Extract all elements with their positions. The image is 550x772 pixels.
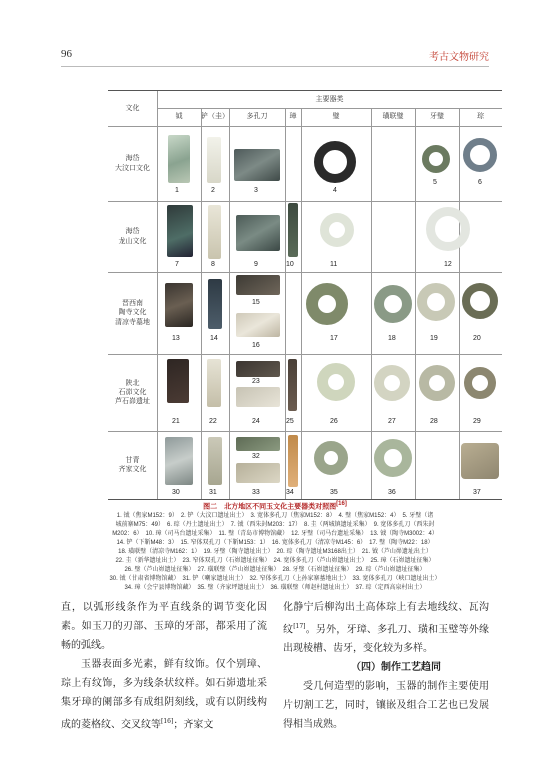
jade-bi-photo (317, 363, 355, 401)
figure-legend-line: M202：6） 10. 璋（司马台遗址采集） 11. 璧（青岛市博物馆藏） 12. 牙璧（司马台遗址采集） 13. 钺（陶寺M3002：4） (112, 531, 438, 537)
item-number: 20 (473, 335, 481, 342)
jade-cong-photo (464, 367, 496, 399)
grid-line (108, 272, 502, 273)
jade-yue-photo (165, 437, 193, 485)
item-number: 25 (286, 418, 294, 425)
paragraph: 受几何造型的影响，玉器的制作主要使用片切割工艺，同时，镶嵌及组合工艺也已发展得相当成熟。 (283, 681, 489, 731)
journal-title: 考古文物研究 (429, 52, 489, 63)
jade-cong-photo (463, 138, 497, 172)
figure-legend-line: 26. 璧（芦山峁遗址征集） 27. 璜联璧（芦山峁遗址征集） 28. 牙璧（石峁遗址征集） 29. 琮（芦山峁遗址征集） (124, 567, 426, 573)
page-header (61, 48, 489, 68)
type-zhang: 璋 (289, 112, 297, 121)
jade-yabi-photo (419, 365, 455, 401)
item-number: 28 (430, 418, 438, 425)
item-number: 33 (252, 489, 260, 496)
jade-duokongdao-photo (236, 215, 280, 251)
item-number: 5 (433, 179, 437, 186)
item-number: 21 (172, 418, 180, 425)
item-number: 26 (330, 418, 338, 425)
section-subheading: （四）制作工艺趋同 (351, 662, 441, 674)
item-number: 32 (252, 453, 260, 460)
paragraph: 玉器表面多光素，鲜有纹饰。仅个别璋、琮上有纹饰，多为线条状纹样。如石峁遗址采集牙璋的阑部多有成组阴刻线，或有以阴线构成的菱格纹、交叉纹等[16]；齐家文 (61, 659, 267, 731)
jade-yue-photo (168, 135, 190, 183)
figure-caption-title: 图二 北方地区不同玉文化主要器类对照图[16] (203, 501, 347, 511)
figure-legend-line: 34. 璋（会宁县博物馆藏） 35. 璧（齐家坪遗址出土） 36. 璜联璧（师赵村遗址出土） 37. 琮（定西高泉村出土） (124, 585, 426, 591)
jade-zhang-photo (288, 203, 298, 257)
header-main-types: 主要器类 (315, 94, 344, 103)
item-number: 34 (286, 489, 294, 496)
paragraph: 化静宁后柳沟出土高体琮上有去地线纹、瓦沟纹[17]。另外，牙璋、多孔刀、璜和玉璧等外缘出现棱槽、齿牙，变化较为多样。 (283, 602, 490, 655)
item-number: 23 (252, 378, 260, 385)
type-huanglianbi: 璜联璧 (382, 112, 404, 121)
jade-chan-photo (207, 137, 221, 183)
item-number: 14 (210, 335, 218, 342)
jade-daodao-photo (236, 437, 280, 451)
culture-shimao: 陕北 石峁文化 芦石峁遗址 (115, 378, 150, 406)
jade-duokongdao-photo (236, 463, 280, 483)
jade-bi-photo (320, 213, 354, 247)
jade-bi-photo (314, 441, 348, 475)
body-left-column (61, 598, 267, 734)
culture-qijia: 甘青 齐家文化 (118, 455, 147, 473)
item-number: 37 (473, 489, 481, 496)
item-number: 36 (388, 489, 396, 496)
body-right-column (283, 598, 489, 734)
type-duokongdao: 多孔刀 (246, 112, 268, 121)
figure-table (108, 90, 502, 500)
jade-duokongdao-photo (236, 387, 280, 407)
grid-line (157, 91, 158, 499)
type-bi: 璧 (332, 112, 340, 121)
item-number: 10 (286, 261, 294, 268)
item-number: 16 (252, 342, 260, 349)
type-chan: 铲（圭） (201, 112, 229, 121)
grid-line (285, 108, 286, 499)
grid-line (415, 108, 416, 499)
item-number: 17 (330, 335, 338, 342)
jade-duokongdao-photo (234, 149, 280, 181)
culture-longshan: 海岱 龙山文化 (118, 227, 147, 245)
item-number: 4 (333, 187, 337, 194)
figure-legend-line: 1. 钺（焦家M152：9） 2. 铲（大汶口遗址出土） 3. 宽体多孔刀（焦家M152：8） 4. 璧（焦家M152：4） 5. 牙璧（诸 (116, 513, 434, 519)
culture-dawenkou: 海岱 大汶口文化 (115, 154, 150, 172)
grid-line (108, 126, 502, 127)
jade-cong-photo (462, 283, 498, 319)
item-number: 27 (388, 418, 396, 425)
grid-line (108, 431, 502, 432)
item-number: 3 (254, 187, 258, 194)
item-number: 11 (330, 261, 338, 268)
jade-zhang-photo (288, 359, 297, 411)
item-number: 35 (330, 489, 338, 496)
item-number: 7 (175, 261, 179, 268)
page-number: 96 (61, 48, 72, 60)
item-number: 6 (478, 179, 482, 186)
jade-yabi-photo (426, 207, 470, 251)
jade-yue-photo (167, 359, 189, 403)
item-number: 18 (388, 335, 396, 342)
type-cong: 琮 (477, 112, 484, 121)
type-yabi: 牙璧 (430, 112, 444, 121)
item-number: 30 (172, 489, 180, 496)
grid-line (229, 108, 230, 499)
item-number: 24 (252, 418, 260, 425)
item-number: 19 (430, 335, 438, 342)
item-number: 29 (473, 418, 481, 425)
jade-daodao-photo (236, 275, 280, 295)
jade-gui-photo (208, 205, 221, 259)
jade-yabi-photo (417, 283, 455, 321)
jade-gui-photo (207, 359, 221, 407)
figure-legend-line: 22. 圭（新华遗址出土） 23. 窄体双孔刀（石峁遗址征集） 24. 宽体多孔刀（芦山峁遗址出土） 25. 璋（石峁遗址征集） (115, 558, 435, 564)
header-culture: 文化 (125, 103, 140, 112)
grid-line (459, 108, 460, 499)
figure-legend-line: 城前寨M75：49） 6. 琮（丹土遗址出土） 7. 钺（西朱封M203：17） 8. 圭（两城镇遗址采集） 9. 宽体多孔刀（西朱封 (115, 522, 435, 528)
jade-yue-photo (165, 283, 193, 327)
paragraph: 直，以弧形线条作为平直线条的调节变化因素。如玉刀的刃部、玉璋的牙部，都采用了流畅的弧线。 (61, 602, 267, 651)
jade-huanglianbi-photo (374, 285, 412, 323)
item-number: 8 (211, 261, 215, 268)
figure-legend-line: 14. 铲（下靳M48：3） 15. 窄体双孔刀（下靳M153：1） 16. 宽体多孔刀（清凉寺M145：6） 17. 璧（陶寺M22：18） (116, 540, 434, 546)
jade-yabi-photo (422, 145, 450, 173)
jade-daodao-photo (236, 361, 280, 377)
grid-line (108, 354, 502, 355)
jade-huanglianbi-photo (374, 365, 410, 401)
jade-bi-photo (314, 141, 356, 183)
item-number: 1 (175, 187, 179, 194)
grid-line (371, 108, 372, 499)
header-rule (61, 66, 489, 67)
jade-bi-photo (306, 283, 348, 325)
jade-duokongdao-photo (236, 313, 280, 337)
grid-line (201, 108, 202, 499)
item-number: 12 (444, 261, 452, 268)
item-number: 9 (254, 261, 258, 268)
type-yue: 钺 (175, 112, 183, 121)
grid-line (301, 108, 302, 499)
item-number: 15 (252, 299, 260, 306)
culture-taosi: 晋西南 陶寺文化 清凉寺墓地 (115, 299, 150, 326)
item-number: 2 (211, 187, 215, 194)
item-number: 22 (209, 418, 217, 425)
figure-legend-line: 18. 璜联璧（清凉寺M162：1） 19. 牙璧（陶寺遗址出土） 20. 琮（陶寺遗址M3168出土） 21. 钺（芦山峁遗址出土） (118, 549, 432, 555)
grid-line (108, 201, 502, 202)
jade-chan-photo (208, 437, 222, 485)
jade-huanglianbi-photo (374, 439, 412, 477)
jade-zhang-photo (288, 435, 298, 487)
jade-cong-photo (461, 443, 499, 479)
item-number: 13 (172, 335, 180, 342)
jade-chan-photo (208, 279, 222, 329)
item-number: 31 (209, 489, 217, 496)
jade-yue-photo (167, 205, 193, 257)
grid-line (157, 108, 502, 109)
figure-legend-line: 30. 钺（甘肃省博物馆藏） 31. 铲（喇家遗址出土） 32. 窄体多孔刀（上孙家寨墓地出土） 33. 宽体多孔刀（峡口遗址出土） (109, 576, 441, 582)
